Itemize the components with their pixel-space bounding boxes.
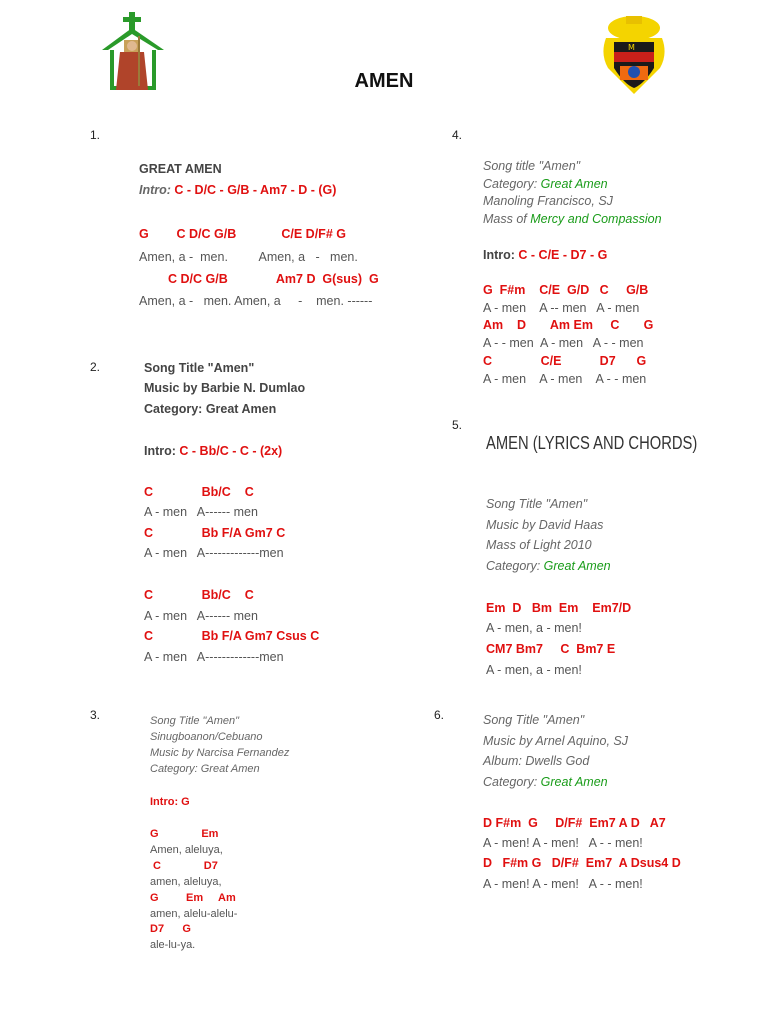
- chord-line: C Bb/C C: [144, 588, 254, 602]
- lyric-line: Amen, a - men. Amen, a - men. ------: [139, 294, 373, 308]
- song-language: Sinugboanon/Cebuano: [150, 731, 263, 743]
- intro-chords: Intro: G: [150, 796, 190, 808]
- chord-line: C C/E D7 G: [483, 354, 647, 368]
- lyric-line: amen, aleluya,: [150, 876, 222, 888]
- song-title: Song Title "Amen": [150, 715, 240, 727]
- chord-line: D F#m G D/F# Em7 A Dsus4 D: [483, 856, 681, 870]
- song-credit: Music by David Haas: [486, 518, 604, 532]
- intro-chords: C - C/E - D7 - G: [518, 248, 608, 262]
- chord-line: G Em: [150, 828, 219, 840]
- chord-line: G Em Am: [150, 892, 236, 904]
- category-label: Category:: [483, 775, 541, 789]
- song-heading: GREAT AMEN: [139, 162, 222, 176]
- lyric-line: amen, alelu-alelu-: [150, 908, 238, 920]
- lyric-line: A - men A------ men: [144, 505, 258, 519]
- song-title: Song Title "Amen": [144, 361, 255, 375]
- chord-line: C D7: [150, 860, 218, 872]
- section-number-5: 5.: [452, 418, 463, 432]
- lyric-line: A - men, a - men!: [486, 663, 582, 677]
- category-value: Great Amen: [200, 763, 260, 775]
- chord-line: G F#m C/E G/D C G/B: [483, 283, 649, 297]
- chord-line: C Bb F/A Gm7 Csus C: [144, 629, 320, 643]
- mass-label: Mass of: [483, 212, 531, 226]
- section-number-6: 6.: [434, 708, 445, 722]
- chord-line: C D/C G/B Am7 D G(sus) G: [168, 272, 379, 286]
- song-category: Category: Great Amen: [144, 402, 277, 416]
- intro-chords: C - Bb/C - C - (2x): [179, 444, 283, 458]
- song-album: Album: Dwells God: [483, 754, 590, 768]
- song-title: Song Title "Amen": [486, 497, 588, 511]
- chord-line: Em D Bm Em Em7/D: [486, 601, 632, 615]
- mass-name: Mass of Light 2010: [486, 538, 592, 552]
- lyric-line: Amen, a - men. Amen, a - men.: [139, 250, 358, 264]
- mass-name: Mercy and Compassion: [530, 212, 662, 226]
- intro-label: Intro:: [483, 248, 519, 262]
- lyric-line: A - men! A - men! A - - men!: [483, 836, 643, 850]
- category-label: Category:: [150, 763, 201, 775]
- category-value: Great Amen: [540, 177, 608, 191]
- lyric-line: A - men A-------------men: [144, 546, 284, 560]
- chord-line: C Bb F/A Gm7 C: [144, 526, 286, 540]
- section-number-1: 1.: [90, 128, 101, 142]
- lyric-line: A - men, a - men!: [486, 621, 582, 635]
- category-value: Great Amen: [543, 559, 611, 573]
- chord-line: CM7 Bm7 C Bm7 E: [486, 642, 616, 656]
- chord-line: D F#m G D/F# Em7 A D A7: [483, 816, 666, 830]
- section-number-4: 4.: [452, 128, 463, 142]
- lyric-line: ale-lu-ya.: [150, 939, 196, 951]
- song-credit: Manoling Francisco, SJ: [483, 194, 613, 208]
- song-title: Song title "Amen": [483, 159, 581, 173]
- category-value: Great Amen: [540, 775, 608, 789]
- lyric-line: A - men A -- men A - men: [483, 301, 640, 315]
- section-number-2: 2.: [90, 360, 101, 374]
- song-credit: Music by Barbie N. Dumlao: [144, 381, 306, 395]
- lyric-line: A - - men A - men A - - men: [483, 336, 644, 350]
- page-title: AMEN: [354, 70, 414, 92]
- section-heading: AMEN (LYRICS AND CHORDS): [486, 433, 698, 453]
- category-label: Category:: [486, 559, 544, 573]
- chord-line: C Bb/C C: [144, 485, 254, 499]
- song-title: Song Title "Amen": [483, 713, 585, 727]
- song-credit: Music by Arnel Aquino, SJ: [483, 734, 628, 748]
- lyric-line: Amen, aleluya,: [150, 844, 223, 856]
- intro-label: Intro:: [139, 183, 175, 197]
- chord-line: Am D Am Em C G: [483, 318, 654, 332]
- lyric-line: A - men A - men A - - men: [483, 372, 647, 386]
- chord-line: G C D/C G/B C/E D/F# G: [139, 227, 346, 241]
- svg-text:M: M: [628, 43, 635, 52]
- lyric-line: A - men! A - men! A - - men!: [483, 877, 643, 891]
- song-credit: Music by Narcisa Fernandez: [150, 747, 290, 759]
- chord-line: D7 G: [150, 923, 191, 935]
- intro-label: Intro:: [144, 444, 180, 458]
- intro-chords: C - D/C - G/B - Am7 - D - (G): [174, 183, 337, 197]
- lyric-line: A - men A-------------men: [144, 650, 284, 664]
- lyric-line: A - men A------ men: [144, 609, 258, 623]
- category-label: Category:: [483, 177, 541, 191]
- section-number-3: 3.: [90, 708, 101, 722]
